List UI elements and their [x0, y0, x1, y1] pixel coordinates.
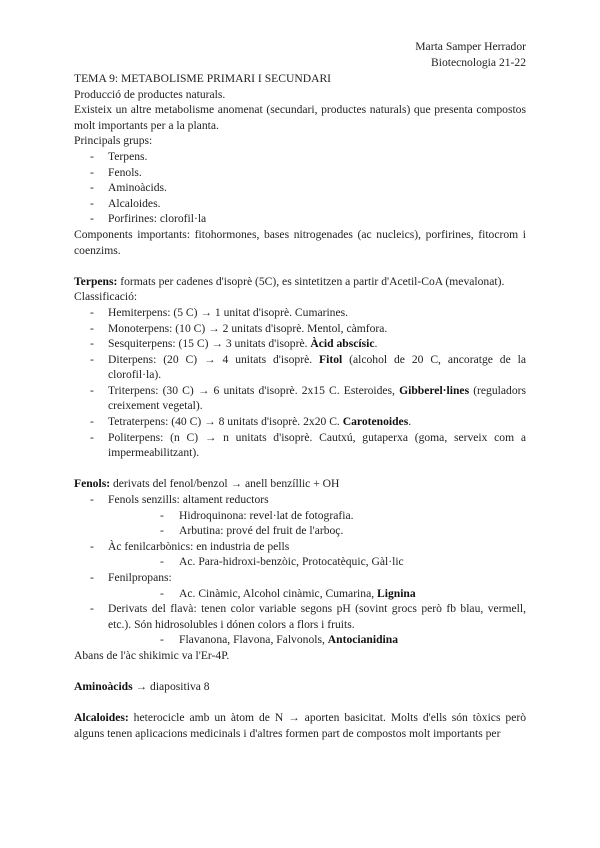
list-item: - Porfirines: clorofil·la: [74, 211, 526, 227]
list-item: - Politerpens: (n C) → n unitats d'isoprè. Cautxú, gutaperxa (goma, serveix com a impermeabilitzant).: [74, 430, 526, 461]
list-item: - Fenols senzills: altament reductors - Hidroquinona: revel·lat de fotografia. - Arbutina: prové del fruit de l'arboç.: [74, 492, 526, 539]
list-item: - Triterpens: (30 C) → 6 unitats d'isoprè. 2x15 C. Esteroides, Gibberel·lines (reguladors creixement vegetal).: [74, 383, 526, 414]
classification-label: Classificació:: [74, 290, 138, 304]
fenols-term: Fenols:: [74, 477, 111, 491]
list-item: - Àc fenilcarbònics: en industria de pells - Ac. Para-hidroxi-benzòic, Protocatèquic, Gàl·lic: [74, 539, 526, 570]
list-item: - Flavanona, Flavona, Falvonols, Antocianidina: [108, 632, 526, 648]
document-subtitle: Producció de productes naturals.: [74, 87, 226, 101]
alcaloides-text: heterocicle amb un àtom de N → aporten basicitat. Molts d'ells són tòxics però alguns tenen aplicacions medicinals i d'altres formen part de compostos molt importants per: [74, 711, 526, 740]
groups-list: [74, 149, 526, 227]
list-item: - Tetraterpens: (40 C) → 8 unitats d'isoprè. 2x20 C. Carotenoides.: [74, 414, 526, 430]
fenols-text: derivats del fenol/benzol → anell benzíllic + OH: [110, 477, 340, 491]
list-item: - Hidroquinona: revel·lat de fotografia.: [108, 508, 526, 524]
list-item: - Fenols.: [74, 165, 526, 181]
author-name: Marta Samper Herrador: [415, 40, 526, 53]
list-item: - Diterpens: (20 C) → 4 unitats d'isoprè. Fitol (alcohol de 20 C, ancoratge de la clorofil·la).: [74, 352, 526, 383]
flava-sublist: [108, 632, 526, 648]
list-item: - Fenilpropans: - Ac. Cinàmic, Alcohol cinàmic, Cumarina, Lignina: [74, 570, 526, 601]
terpens-term: Terpens:: [74, 274, 118, 288]
list-item: - Ac. Para-hidroxi-benzòic, Protocatèquic, Gàl·lic: [108, 554, 526, 570]
page-header: [415, 39, 526, 71]
alcaloides-term: Alcaloides:: [74, 711, 129, 725]
list-item: - Terpens.: [74, 149, 526, 165]
fenilpropans-sublist: [108, 586, 526, 602]
course-name: Biotecnologia 21-22: [431, 56, 526, 69]
intro-paragraph: Existeix un altre metabolisme anomenat (secundari, productes naturals) que presenta compostos molt importants per a la planta.: [74, 103, 526, 132]
list-item: - Arbutina: prové del fruit de l'arboç.: [108, 523, 526, 539]
list-item: - Sesquiterpens: (15 C) → 3 unitats d'isoprè. Àcid abscísic.: [74, 336, 526, 352]
terpens-paragraph: [74, 274, 526, 290]
list-item: - Monoterpens: (10 C) → 2 unitats d'isoprè. Mentol, càmfora.: [74, 321, 526, 337]
document-body: [74, 71, 526, 742]
acids-sublist: [108, 554, 526, 570]
list-item: - Alcaloides.: [74, 196, 526, 212]
terpens-text: formats per cadenes d'isoprè (5C), es sintetitzen a partir d'Acetil-CoA (mevalonat).: [117, 274, 505, 288]
list-item: - Aminoàcids.: [74, 180, 526, 196]
fenols-list: [74, 492, 526, 648]
terpens-list: [74, 305, 526, 461]
list-item: - Ac. Cinàmic, Alcohol cinàmic, Cumarina, Lignina: [108, 586, 526, 602]
document-title: TEMA 9: METABOLISME PRIMARI I SECUNDARI: [74, 72, 332, 85]
aminoacids-text: → diapositiva 8: [132, 680, 210, 694]
fenols-paragraph: [74, 476, 526, 492]
fenols-sublist: [108, 508, 526, 539]
components-paragraph: Components importants: fitohormones, bases nitrogenades (ac nucleics), porfirines, fitocrom i coenzims.: [74, 227, 526, 257]
aminoacids-term: Aminoàcids: [74, 680, 133, 694]
list-item: - Hemiterpens: (5 C) → 1 unitat d'isoprè. Cumarines.: [74, 305, 526, 321]
aminoacids-paragraph: [74, 679, 526, 695]
alcaloides-paragraph: [74, 710, 526, 741]
shikimic-note: Abans de l'àc shikimic va l'Er-4P.: [74, 648, 230, 662]
groups-label: Principals grups:: [74, 134, 153, 148]
list-item: - Derivats del flavà: tenen color variable segons pH (sovint grocs però fb blau, vermell, etc.). Són hidrosolubles i dónen colors a flors i fruits. - Flavanona, Flavona, Falvonols, Antocianidina: [74, 601, 526, 648]
